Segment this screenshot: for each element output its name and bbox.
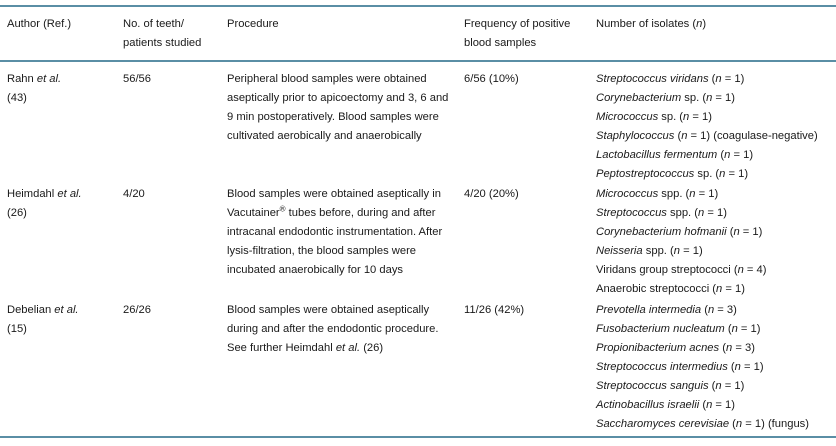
row2-teeth: 4/20: [123, 188, 145, 200]
isolate-line: Viridans group streptococci (n = 4): [596, 264, 767, 276]
isolate-line: Actinobacillus israelii (n = 1): [596, 399, 735, 411]
isolate-line: Streptococcus spp. (n = 1): [596, 207, 727, 219]
row2-author: Heimdahl et al. (26): [7, 188, 82, 219]
isolate-line: Fusobacterium nucleatum (n = 1): [596, 323, 761, 335]
row3-frequency: 11/26 (42%): [464, 304, 525, 316]
row1-frequency: 6/56 (10%): [464, 73, 519, 85]
isolate-line: Anaerobic streptococci (n = 1): [596, 283, 745, 295]
row3-teeth: 26/26: [123, 304, 151, 316]
row2-frequency: 4/20 (20%): [464, 188, 519, 200]
isolate-line: Micrococcus spp. (n = 1): [596, 188, 719, 200]
isolate-line: Streptococcus intermedius (n = 1): [596, 361, 764, 373]
row1-author: Rahn et al. (43): [7, 73, 62, 104]
isolate-line: Peptostreptococcus sp. (n = 1): [596, 168, 749, 180]
row2-procedure: Blood samples were obtained aseptically in Vacutainer® tubes before, during and after intracanal endodontic instrumentation. After lysis-filtration, the blood samples were incubated anaerobically for 10 days: [227, 188, 443, 276]
header-frequency: Frequency of positive blood samples: [464, 18, 571, 49]
header-author: Author (Ref.): [7, 18, 72, 30]
row2-isolates: [596, 185, 767, 299]
isolate-line: Propionibacterium acnes (n = 3): [596, 342, 755, 354]
isolate-line: Streptococcus viridans (n = 1): [596, 73, 745, 85]
row1-teeth: 56/56: [123, 73, 151, 85]
isolate-line: Prevotella intermedia (n = 3): [596, 304, 737, 316]
row3-procedure: Blood samples were obtained aseptically during and after the endodontic procedure. See further Heimdahl et al. (26): [227, 304, 439, 354]
header-isolates: Number of isolates (n): [596, 18, 707, 30]
isolate-line: Staphylococcus (n = 1) (coagulase-negative): [596, 130, 818, 142]
isolate-line: Lactobacillus fermentum (n = 1): [596, 149, 754, 161]
isolate-line: Saccharomyces cerevisiae (n = 1) (fungus): [596, 418, 809, 430]
isolate-line: Corynebacterium hofmanii (n = 1): [596, 226, 763, 238]
registered-mark: ®: [279, 204, 286, 214]
header-teeth: No. of teeth/ patients studied: [123, 18, 202, 49]
bottom-rule: [0, 436, 836, 438]
header-rule: [0, 60, 836, 62]
row3-isolates: [596, 301, 809, 434]
row1-procedure: Peripheral blood samples were obtained aseptically prior to apicoectomy and 3, 6 and 9 min postoperatively. Blood samples were cultivated aerobically and anaerobically: [227, 73, 449, 142]
isolate-line: Micrococcus sp. (n = 1): [596, 111, 712, 123]
isolate-line: Neisseria spp. (n = 1): [596, 245, 703, 257]
row3-author: Debelian et al. (15): [7, 304, 79, 335]
row1-isolates: [596, 70, 818, 184]
header-procedure: Procedure: [227, 18, 279, 30]
isolate-line: Corynebacterium sp. (n = 1): [596, 92, 735, 104]
top-rule: [0, 5, 836, 7]
isolate-line: Streptococcus sanguis (n = 1): [596, 380, 745, 392]
